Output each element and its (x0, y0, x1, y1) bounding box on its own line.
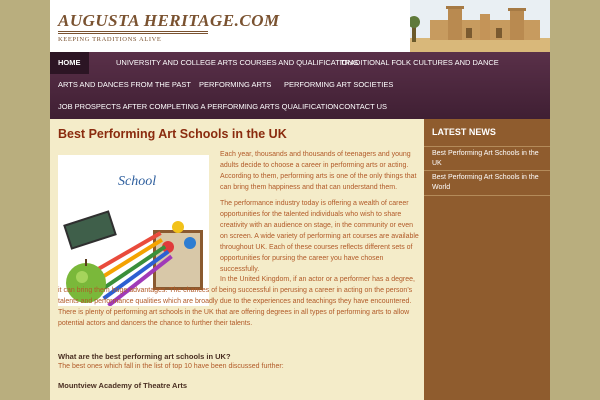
news-separator (424, 195, 550, 196)
latest-news-heading: LATEST NEWS (432, 127, 496, 137)
news-item-uk[interactable]: Best Performing Art Schools in the UK (432, 150, 539, 167)
logo-tagline: KEEPING TRADITIONS ALIVE (58, 36, 162, 43)
nav-societies[interactable]: PERFORMING ART SOCIETIES (284, 80, 394, 89)
nav-job-prospects[interactable]: JOB PROSPECTS AFTER COMPLETING A PERFORMING ARTS QUALIFICATION (58, 102, 339, 111)
nav-folk-cultures[interactable]: TRADITIONAL FOLK CULTURES AND DANCE (340, 58, 499, 67)
page-title: Best Performing Art Schools in the UK (58, 127, 287, 141)
site-logo[interactable] (58, 12, 280, 43)
nav-contact[interactable]: CONTACT US (339, 102, 388, 111)
nav-performing-arts[interactable]: PERFORMING ARTS (199, 80, 272, 89)
question-text: The best ones which fall in the list of top 10 have been discussed further: (58, 363, 284, 370)
main-content (50, 119, 424, 400)
sidebar-divider (424, 146, 550, 147)
header (50, 0, 550, 52)
logo-title: AUGUSTA HERITAGE.COM (58, 11, 280, 30)
paragraph-uk: In the United Kingdom, if an actor or a performer has a degree, it can bring them huge advantages. The chances of being successful in perusing a career in acting on the person's talents and performance qualities which are broadly due to the experiences and teachings they have encountered. There is plenty of performing art schools in the UK that are offering degrees in all types of performing arts to allow potential actors and dancers the chance to further their talents. (58, 276, 415, 327)
logo-rule (58, 31, 208, 34)
nav-home[interactable]: HOME (50, 52, 89, 74)
paragraph-intro: Each year, thousands and thousands of teenagers and young adults decide to choose a career in performing arts or acting. According to them, performing arts is one of the only things that can bring them happiness and that can understand them. (220, 151, 417, 191)
main-navigation (50, 52, 550, 119)
news-item-world[interactable]: Best Performing Art Schools in the World (432, 174, 539, 191)
image-school-text: School (118, 174, 157, 189)
nav-arts-past[interactable]: ARTS AND DANCES FROM THE PAST (58, 80, 191, 89)
school-subheading: Mountview Academy of Theatre Arts (58, 381, 188, 390)
sidebar (424, 119, 550, 400)
header-fort-image (410, 0, 550, 52)
site-container (50, 0, 550, 400)
question-heading: What are the best performing art schools in UK? (58, 352, 231, 361)
news-separator (424, 170, 550, 171)
paragraph-industry: The performance industry today is offering a wealth of career opportunities for the talented individuals who wish to share creativity with an audience on stage, in the community or even on screen. A wide variety of performing art courses are available throughout UK. Each of these courses reflects different sets of opportunities for pursing the career you have chosen successfully. (220, 200, 419, 273)
nav-university-courses[interactable]: UNIVERSITY AND COLLEGE ARTS COURSES AND QUALIFICATIONS (116, 58, 359, 67)
